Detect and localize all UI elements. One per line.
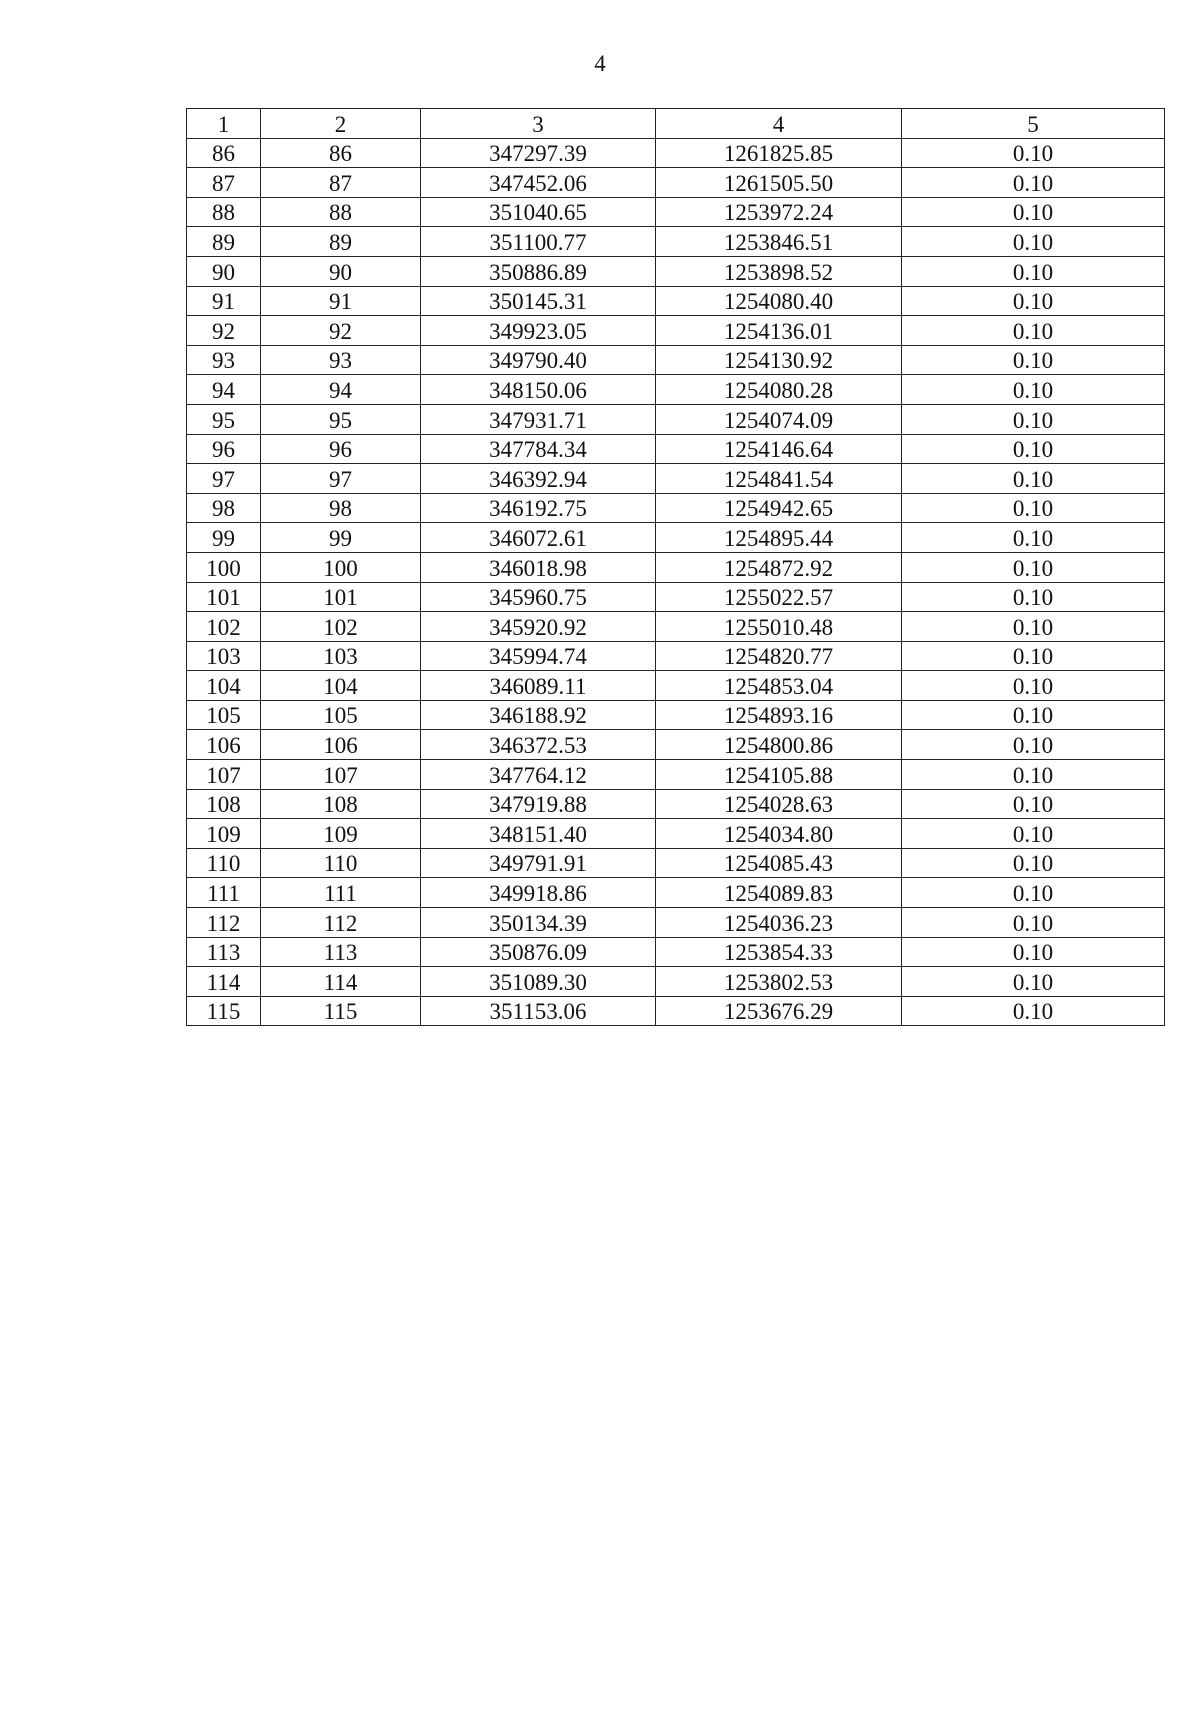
y-coordinate-cell: 1261825.85: [656, 138, 902, 168]
table-row: [187, 671, 1165, 701]
point-number-cell: 106: [187, 730, 261, 760]
point-number-cell: 99: [187, 523, 261, 553]
coordinates-table: [186, 108, 1165, 1026]
y-coordinate-cell: 1254080.40: [656, 286, 902, 316]
point-number-cell: 107: [187, 760, 261, 790]
value-cell: 0.10: [902, 641, 1165, 671]
point-number-cell: 108: [187, 789, 261, 819]
point-index-cell: 99: [261, 523, 421, 553]
x-coordinate-cell: 351040.65: [421, 197, 656, 227]
x-coordinate-cell: 345994.74: [421, 641, 656, 671]
value-cell: 0.10: [902, 434, 1165, 464]
table-row: [187, 227, 1165, 257]
value-cell: 0.10: [902, 493, 1165, 523]
point-index-cell: 108: [261, 789, 421, 819]
x-coordinate-cell: 347931.71: [421, 404, 656, 434]
y-coordinate-cell: 1254872.92: [656, 552, 902, 582]
x-coordinate-cell: 347919.88: [421, 789, 656, 819]
table-row: [187, 552, 1165, 582]
point-number-cell: 114: [187, 967, 261, 997]
y-coordinate-cell: 1254105.88: [656, 760, 902, 790]
y-coordinate-cell: 1254146.64: [656, 434, 902, 464]
table-row: [187, 789, 1165, 819]
x-coordinate-cell: 345960.75: [421, 582, 656, 612]
point-index-cell: 115: [261, 996, 421, 1026]
point-index-cell: 110: [261, 848, 421, 878]
point-index-cell: 94: [261, 375, 421, 405]
value-cell: 0.10: [902, 760, 1165, 790]
y-coordinate-cell: 1254034.80: [656, 819, 902, 849]
table-body: [187, 138, 1165, 1026]
header-row: [187, 109, 1165, 139]
point-index-cell: 104: [261, 671, 421, 701]
value-cell: 0.10: [902, 345, 1165, 375]
table-row: [187, 464, 1165, 494]
point-number-cell: 97: [187, 464, 261, 494]
table-row: [187, 197, 1165, 227]
y-coordinate-cell: 1253972.24: [656, 197, 902, 227]
value-cell: 0.10: [902, 464, 1165, 494]
point-number-cell: 101: [187, 582, 261, 612]
point-number-cell: 113: [187, 937, 261, 967]
value-cell: 0.10: [902, 227, 1165, 257]
point-index-cell: 100: [261, 552, 421, 582]
point-number-cell: 105: [187, 700, 261, 730]
point-index-cell: 90: [261, 256, 421, 286]
x-coordinate-cell: 351100.77: [421, 227, 656, 257]
table-row: [187, 878, 1165, 908]
value-cell: 0.10: [902, 937, 1165, 967]
y-coordinate-cell: 1254080.28: [656, 375, 902, 405]
column-header-2: 2: [261, 109, 421, 139]
point-number-cell: 88: [187, 197, 261, 227]
point-number-cell: 103: [187, 641, 261, 671]
value-cell: 0.10: [902, 908, 1165, 938]
x-coordinate-cell: 346089.11: [421, 671, 656, 701]
table-row: [187, 760, 1165, 790]
x-coordinate-cell: 351089.30: [421, 967, 656, 997]
table-row: [187, 612, 1165, 642]
table-row: [187, 168, 1165, 198]
value-cell: 0.10: [902, 730, 1165, 760]
point-number-cell: 91: [187, 286, 261, 316]
table-row: [187, 316, 1165, 346]
column-header-3: 3: [421, 109, 656, 139]
coordinates-table-container: [186, 108, 1164, 1026]
y-coordinate-cell: 1254942.65: [656, 493, 902, 523]
x-coordinate-cell: 349918.86: [421, 878, 656, 908]
value-cell: 0.10: [902, 404, 1165, 434]
point-index-cell: 98: [261, 493, 421, 523]
point-index-cell: 105: [261, 700, 421, 730]
table-row: [187, 730, 1165, 760]
point-index-cell: 113: [261, 937, 421, 967]
table-row: [187, 286, 1165, 316]
x-coordinate-cell: 347764.12: [421, 760, 656, 790]
y-coordinate-cell: 1254895.44: [656, 523, 902, 553]
point-index-cell: 109: [261, 819, 421, 849]
table-row: [187, 819, 1165, 849]
y-coordinate-cell: 1254841.54: [656, 464, 902, 494]
y-coordinate-cell: 1254085.43: [656, 848, 902, 878]
x-coordinate-cell: 347452.06: [421, 168, 656, 198]
x-coordinate-cell: 351153.06: [421, 996, 656, 1026]
value-cell: 0.10: [902, 700, 1165, 730]
y-coordinate-cell: 1253802.53: [656, 967, 902, 997]
x-coordinate-cell: 346192.75: [421, 493, 656, 523]
value-cell: 0.10: [902, 848, 1165, 878]
point-number-cell: 95: [187, 404, 261, 434]
x-coordinate-cell: 349923.05: [421, 316, 656, 346]
table-row: [187, 641, 1165, 671]
y-coordinate-cell: 1253676.29: [656, 996, 902, 1026]
x-coordinate-cell: 347297.39: [421, 138, 656, 168]
point-number-cell: 89: [187, 227, 261, 257]
value-cell: 0.10: [902, 612, 1165, 642]
y-coordinate-cell: 1255022.57: [656, 582, 902, 612]
value-cell: 0.10: [902, 671, 1165, 701]
point-index-cell: 87: [261, 168, 421, 198]
table-row: [187, 345, 1165, 375]
y-coordinate-cell: 1254036.23: [656, 908, 902, 938]
table-row: [187, 434, 1165, 464]
point-index-cell: 103: [261, 641, 421, 671]
point-index-cell: 97: [261, 464, 421, 494]
value-cell: 0.10: [902, 789, 1165, 819]
value-cell: 0.10: [902, 582, 1165, 612]
page-number: 4: [594, 51, 606, 76]
x-coordinate-cell: 350886.89: [421, 256, 656, 286]
point-number-cell: 90: [187, 256, 261, 286]
table-row: [187, 375, 1165, 405]
x-coordinate-cell: 349791.91: [421, 848, 656, 878]
point-number-cell: 100: [187, 552, 261, 582]
x-coordinate-cell: 346392.94: [421, 464, 656, 494]
table-row: [187, 256, 1165, 286]
value-cell: 0.10: [902, 197, 1165, 227]
x-coordinate-cell: 345920.92: [421, 612, 656, 642]
value-cell: 0.10: [902, 168, 1165, 198]
value-cell: 0.10: [902, 552, 1165, 582]
y-coordinate-cell: 1254893.16: [656, 700, 902, 730]
y-coordinate-cell: 1253898.52: [656, 256, 902, 286]
point-number-cell: 96: [187, 434, 261, 464]
table-row: [187, 523, 1165, 553]
point-number-cell: 102: [187, 612, 261, 642]
value-cell: 0.10: [902, 375, 1165, 405]
x-coordinate-cell: 347784.34: [421, 434, 656, 464]
table-row: [187, 138, 1165, 168]
point-index-cell: 88: [261, 197, 421, 227]
point-index-cell: 114: [261, 967, 421, 997]
point-index-cell: 101: [261, 582, 421, 612]
point-index-cell: 86: [261, 138, 421, 168]
value-cell: 0.10: [902, 996, 1165, 1026]
point-number-cell: 86: [187, 138, 261, 168]
point-number-cell: 104: [187, 671, 261, 701]
x-coordinate-cell: 348151.40: [421, 819, 656, 849]
y-coordinate-cell: 1254820.77: [656, 641, 902, 671]
column-header-5: 5: [902, 109, 1165, 139]
y-coordinate-cell: 1261505.50: [656, 168, 902, 198]
x-coordinate-cell: 350145.31: [421, 286, 656, 316]
value-cell: 0.10: [902, 523, 1165, 553]
x-coordinate-cell: 346072.61: [421, 523, 656, 553]
value-cell: 0.10: [902, 967, 1165, 997]
table-row: [187, 404, 1165, 434]
value-cell: 0.10: [902, 256, 1165, 286]
point-index-cell: 89: [261, 227, 421, 257]
table-row: [187, 996, 1165, 1026]
y-coordinate-cell: 1254800.86: [656, 730, 902, 760]
point-number-cell: 109: [187, 819, 261, 849]
y-coordinate-cell: 1254028.63: [656, 789, 902, 819]
point-number-cell: 98: [187, 493, 261, 523]
value-cell: 0.10: [902, 286, 1165, 316]
table-row: [187, 908, 1165, 938]
point-index-cell: 106: [261, 730, 421, 760]
point-number-cell: 112: [187, 908, 261, 938]
table-row: [187, 848, 1165, 878]
y-coordinate-cell: 1254130.92: [656, 345, 902, 375]
x-coordinate-cell: 346018.98: [421, 552, 656, 582]
point-index-cell: 102: [261, 612, 421, 642]
point-index-cell: 107: [261, 760, 421, 790]
y-coordinate-cell: 1254853.04: [656, 671, 902, 701]
point-number-cell: 115: [187, 996, 261, 1026]
y-coordinate-cell: 1255010.48: [656, 612, 902, 642]
y-coordinate-cell: 1253846.51: [656, 227, 902, 257]
point-number-cell: 110: [187, 848, 261, 878]
point-number-cell: 94: [187, 375, 261, 405]
point-index-cell: 92: [261, 316, 421, 346]
point-index-cell: 96: [261, 434, 421, 464]
point-index-cell: 93: [261, 345, 421, 375]
x-coordinate-cell: 350876.09: [421, 937, 656, 967]
value-cell: 0.10: [902, 138, 1165, 168]
point-index-cell: 95: [261, 404, 421, 434]
y-coordinate-cell: 1254074.09: [656, 404, 902, 434]
table-row: [187, 493, 1165, 523]
x-coordinate-cell: 348150.06: [421, 375, 656, 405]
point-number-cell: 111: [187, 878, 261, 908]
x-coordinate-cell: 346188.92: [421, 700, 656, 730]
point-number-cell: 87: [187, 168, 261, 198]
point-index-cell: 112: [261, 908, 421, 938]
point-index-cell: 91: [261, 286, 421, 316]
point-index-cell: 111: [261, 878, 421, 908]
point-number-cell: 92: [187, 316, 261, 346]
y-coordinate-cell: 1253854.33: [656, 937, 902, 967]
table-row: [187, 967, 1165, 997]
value-cell: 0.10: [902, 878, 1165, 908]
table-row: [187, 937, 1165, 967]
x-coordinate-cell: 349790.40: [421, 345, 656, 375]
x-coordinate-cell: 350134.39: [421, 908, 656, 938]
column-header-4: 4: [656, 109, 902, 139]
table-header: [187, 109, 1165, 139]
column-header-1: 1: [187, 109, 261, 139]
x-coordinate-cell: 346372.53: [421, 730, 656, 760]
value-cell: 0.10: [902, 316, 1165, 346]
table-row: [187, 582, 1165, 612]
value-cell: 0.10: [902, 819, 1165, 849]
table-row: [187, 700, 1165, 730]
y-coordinate-cell: 1254136.01: [656, 316, 902, 346]
point-number-cell: 93: [187, 345, 261, 375]
y-coordinate-cell: 1254089.83: [656, 878, 902, 908]
